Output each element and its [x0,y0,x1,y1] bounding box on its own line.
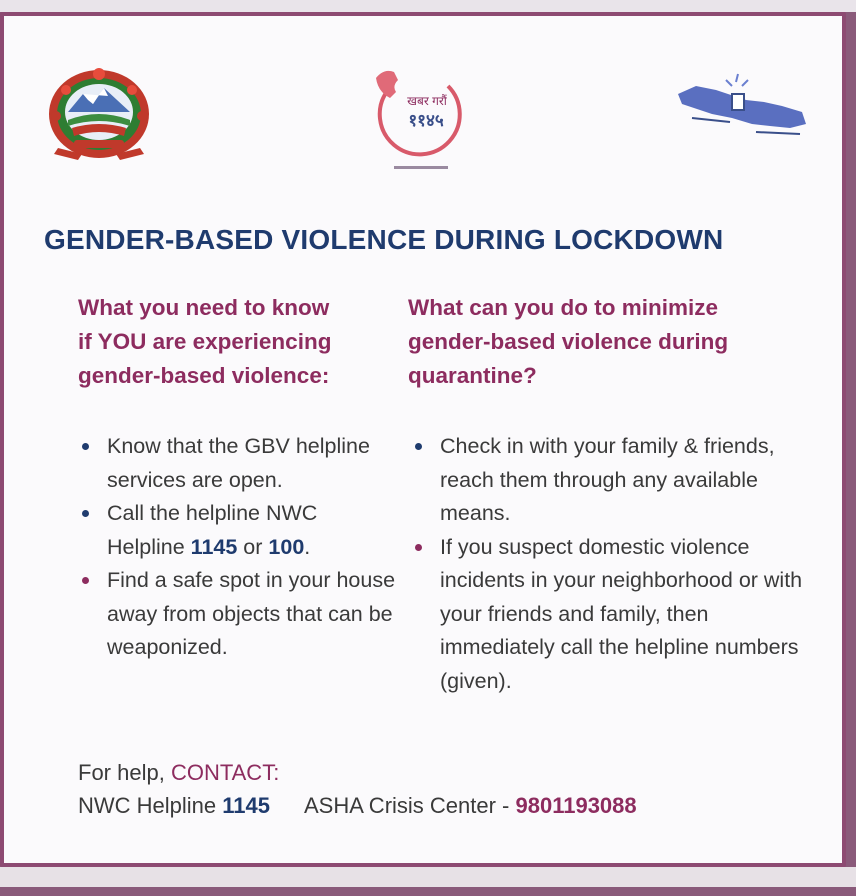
left-bullet-1-text: Know that the GBV helpline services are open. [107,434,370,492]
right-heading-line1: What can you do to minimize [408,295,719,320]
left-bullet-3-text: Find a safe spot in your house away from objects that can be weaponized. [107,568,396,659]
list-item [410,531,810,699]
asha-crisis-number: 9801193088 [515,793,637,818]
nepal-emblem-icon [38,60,160,168]
list-item [77,564,397,665]
contact-prompt [78,760,279,786]
list-item [410,430,810,531]
bullet-dot-icon [82,443,89,450]
asha-crisis-label: ASHA Crisis Center - [304,793,516,818]
list-item [77,430,397,497]
left-heading-line3: gender-based violence: [78,363,330,388]
helpline-number-1145: 1145 [190,534,238,559]
right-heading-line3: quarantine? [408,363,537,388]
bullet-dot-icon [82,577,89,584]
contact-numbers [78,793,838,819]
top-strip [0,0,856,12]
left-column-heading [78,291,398,393]
page-title: GENDER-BASED VIOLENCE DURING LOCKDOWN [44,224,724,255]
list-item [77,497,397,564]
bullet-dot-icon [415,443,422,450]
contact-prefix: For help, [78,760,171,785]
right-column-heading [408,291,808,393]
nwc-map-icon [672,72,812,152]
nwc-helpline-number: 1145 [222,793,270,818]
right-heading-line2: gender-based violence during [408,329,729,354]
left-bullet-2-post: . [304,534,311,559]
bullet-dot-icon [415,544,422,551]
helpline-1145-logo [368,62,468,182]
right-bullet-list [410,430,810,698]
left-heading-line2: if YOU are experiencing [78,329,332,354]
helpline-logo-text: खबर गरौं [407,94,447,108]
helpline-logo-number: ११४५ [408,111,444,130]
helpline-number-100: 100 [268,534,305,559]
left-bullet-2-text: Call the helpline NWC Helpline [107,501,318,559]
nwc-helpline-label: NWC Helpline [78,793,223,818]
bottom-strip [0,867,856,896]
right-bullet-2-text: If you suspect domestic violence incidents in your neighborhood or with your friends and family, then immediately call the helpline numbers (given). [440,534,803,693]
contact-label: CONTACT: [170,760,280,785]
left-heading-line1: What you need to know [78,295,330,320]
bullet-dot-icon [82,510,89,517]
left-bullet-list [77,430,397,665]
right-bullet-1-text: Check in with your family & friends, reach them through any available means. [440,434,775,525]
left-bullet-2-mid: or [237,534,269,559]
